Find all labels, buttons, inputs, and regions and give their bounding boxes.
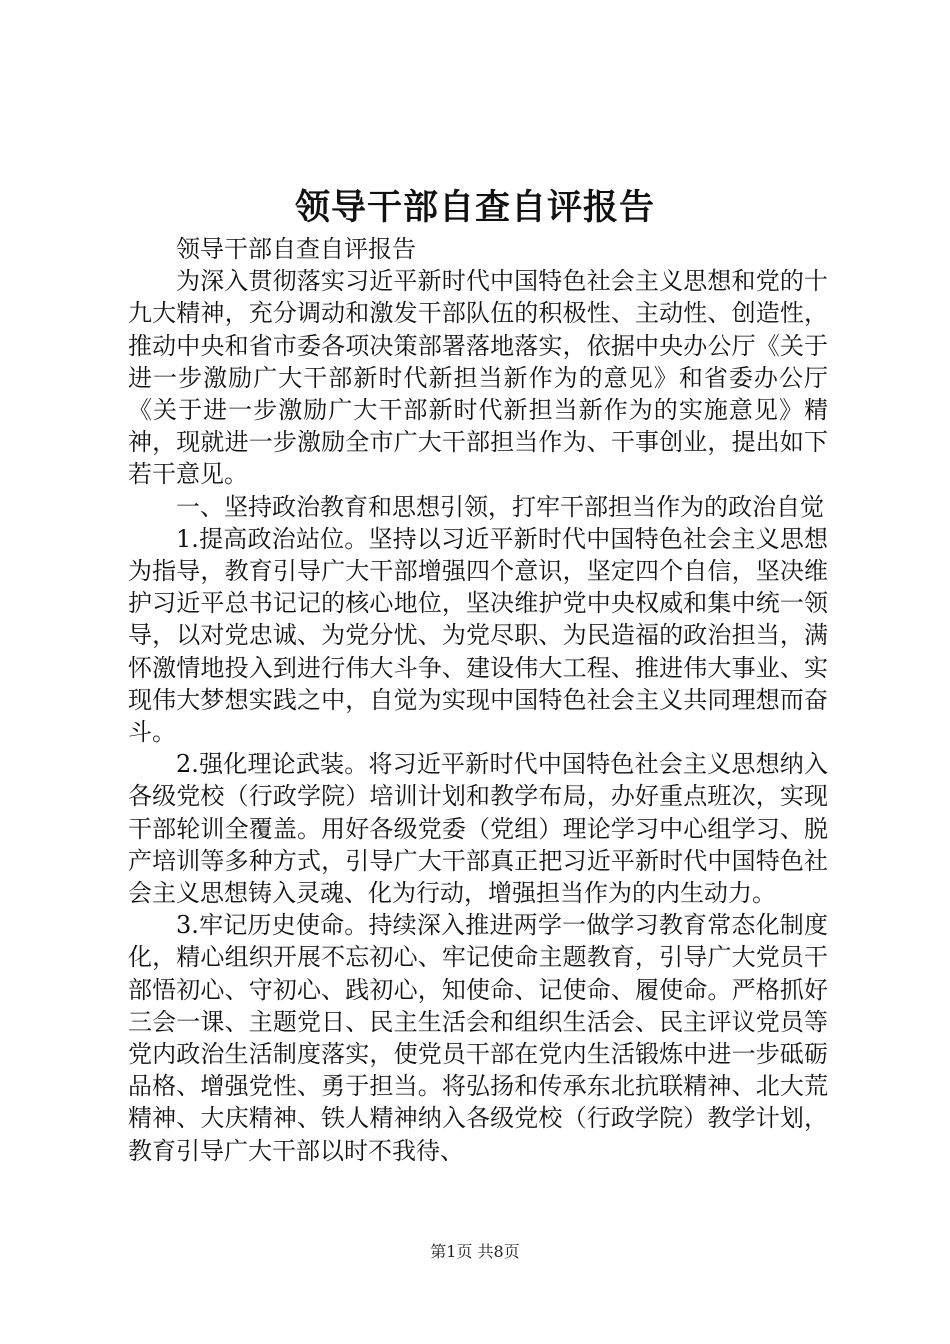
paragraph-heading: 领导干部自查自评报告 (176, 235, 416, 263)
paragraph-item-3: 3.牢记历史使命。持续深入推进两学一做学习教育常态化制度化，精心组织开展不忘初心、牢记使命主题教育，引导广大党员干部悟初心、守初心、践初心，知使命、记使命、履使命。严格抓好三会一课、主题党日、民主生活会和组织生活会、民主评议党员等党内政治生活制度落实，使党员干部在党内生活锻炼中进一步砥砺品格、增强党性、勇于担当。将弘扬和传承东北抗联精神、北大荒精神、大庆精神、铁人精神纳入各级党校（行政学院）教学计划，教育引导广大干部以时不我待、 (128, 911, 828, 1165)
document-body (128, 233, 828, 1167)
section-heading-1: 一、坚持政治教育和思想引领，打牢干部担当作为的政治自觉 (176, 492, 824, 521)
paragraph-item-1: 1.提高政治站位。坚持以习近平新时代中国特色社会主义思想为指导，教育引导广大干部增强四个意识，坚定四个自信，坚决维护习近平总书记记的核心地位，坚决维护党中央权威和集中统一领导，以对党忠诚、为党分忧、为党尽职、为民造福的政治担当，满怀激情地投入到进行伟大斗争、建设伟大工程、推进伟大事业、实现伟大梦想实践之中，自觉为实现中国特色社会主义共同理想而奋斗。 (128, 524, 828, 747)
paragraph-item-2: 2.强化理论武装。将习近平新时代中国特色社会主义思想纳入各级党校（行政学院）培训计划和教学布局，办好重点班次，实现干部轮训全覆盖。用好各级党委（党组）理论学习中心组学习、脱产培训等多种方式，引导广大干部真正把习近平新时代中国特色社会主义思想铸入灵魂、化为行动，增强担当作为的内生动力。 (128, 750, 828, 908)
document-title: 领导干部自查自评报告 (294, 187, 655, 228)
page-footer: 第1页 共8页 (430, 1242, 520, 1261)
paragraph-intro: 为深入贯彻落实习近平新时代中国特色社会主义思想和党的十九大精神，充分调动和激发干部队伍的积极性、主动性、创造性，推动中央和省市委各项决策部署落地落实，依据中央办公厅《关于进一步激励广大干部新时代新担当新作为的意见》和省委办公厅《关于进一步激励广大干部新时代新担当新作为的实施意见》精神，现就进一步激励全市广大干部担当作为、干事创业，提出如下若干意见。 (128, 267, 828, 489)
